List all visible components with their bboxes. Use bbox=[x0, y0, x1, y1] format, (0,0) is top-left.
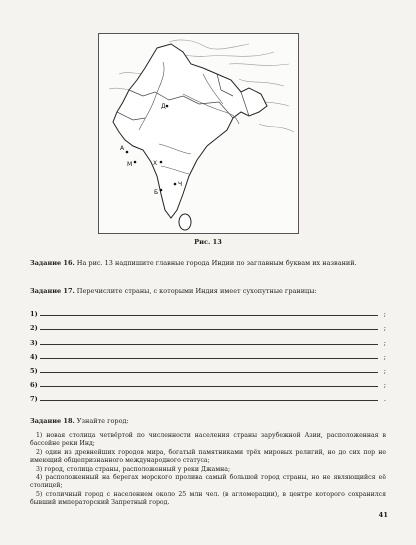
answer-line-punct: ; bbox=[383, 366, 386, 375]
answer-line-punct: ; bbox=[383, 310, 386, 319]
task16-block bbox=[30, 259, 386, 268]
task17-block bbox=[30, 287, 386, 296]
india-outline-map bbox=[98, 33, 299, 234]
task17-text: Перечислите страны, с которыми Индия имеет сухопутные границы: bbox=[74, 287, 317, 295]
city-dot-a bbox=[126, 151, 129, 154]
city-dot-ch bbox=[174, 183, 177, 186]
answer-line-rule bbox=[40, 372, 378, 373]
clue-item: 2) один из древнейших городов мира, богатый памятниками трёх мировых религий, но до сих пор не имеющий общепризнанного международного статуса; bbox=[30, 448, 386, 465]
subcontinent-outline bbox=[113, 44, 267, 218]
task17-label: Задание 17. bbox=[30, 287, 75, 295]
answer-line-number: 2) bbox=[30, 324, 38, 333]
answer-line-punct: ; bbox=[383, 381, 386, 390]
task18-clues bbox=[30, 432, 386, 508]
city-dot-m bbox=[134, 161, 137, 164]
task16-label: Задание 16. bbox=[30, 259, 75, 267]
task18-text: Узнайте город: bbox=[74, 417, 129, 425]
answer-line-punct: . bbox=[383, 395, 386, 404]
answer-line-punct: ; bbox=[383, 324, 386, 333]
answer-line[interactable] bbox=[30, 348, 386, 362]
answer-line-rule bbox=[40, 315, 378, 316]
answer-line[interactable] bbox=[30, 333, 386, 347]
page-number: 41 bbox=[378, 511, 388, 519]
answer-line-number: 3) bbox=[30, 338, 38, 347]
map-letter-d: Д bbox=[161, 103, 166, 110]
answer-line-number: 7) bbox=[30, 395, 38, 404]
map-letter-m: М bbox=[127, 161, 133, 168]
answer-line-rule bbox=[40, 329, 378, 330]
answer-line-number: 5) bbox=[30, 366, 38, 375]
answer-line-punct: ; bbox=[383, 352, 386, 361]
map-letter-ch: Ч bbox=[178, 181, 183, 188]
india-map-svg bbox=[99, 34, 298, 233]
answer-line-number: 6) bbox=[30, 381, 38, 390]
answer-line-number: 1) bbox=[30, 310, 38, 319]
map-letter-b: Б bbox=[154, 189, 159, 196]
map-letter-x: Х bbox=[153, 160, 158, 167]
clue-item: 4) расположенный на берегах морского пролива самый большой город страны, но не являющийся её столицей; bbox=[30, 474, 386, 490]
clue-item: 5) столичный город с населением около 25 млн чел. (в агломерации), в центре которого сохранился бывший императорский Запретный город. bbox=[30, 490, 386, 507]
answer-line[interactable] bbox=[30, 362, 386, 376]
answer-line-rule bbox=[40, 386, 378, 387]
figure-caption: Рис. 13 bbox=[194, 238, 222, 246]
city-dot-x bbox=[160, 161, 163, 164]
city-dot-d bbox=[166, 105, 169, 108]
map-letter-a: А bbox=[120, 145, 125, 152]
clue-item: 3) город, столица страны, расположенный у реки Джамна; bbox=[36, 465, 231, 473]
city-dot-b bbox=[160, 189, 163, 192]
answer-line-rule bbox=[40, 358, 378, 359]
answer-line[interactable] bbox=[30, 390, 386, 404]
answer-line-number: 4) bbox=[30, 352, 38, 361]
task18-label: Задание 18. bbox=[30, 417, 75, 425]
answer-line[interactable] bbox=[30, 376, 386, 390]
answer-line-punct: ; bbox=[383, 338, 386, 347]
answer-line-rule bbox=[40, 400, 378, 401]
answer-line-rule bbox=[40, 344, 378, 345]
answer-lines bbox=[30, 305, 386, 404]
answer-line[interactable] bbox=[30, 305, 386, 319]
clue-item: 1) новая столица четвёртой по численности населения страны зарубежной Азии, расположенная в бассейне реки Инд; bbox=[30, 432, 386, 448]
answer-line[interactable] bbox=[30, 319, 386, 333]
sri-lanka-outline bbox=[179, 214, 191, 230]
task18-block bbox=[30, 417, 386, 426]
task16-text: На рис. 13 надпишите главные города Индии по заглавным буквам их названий. bbox=[74, 259, 357, 267]
